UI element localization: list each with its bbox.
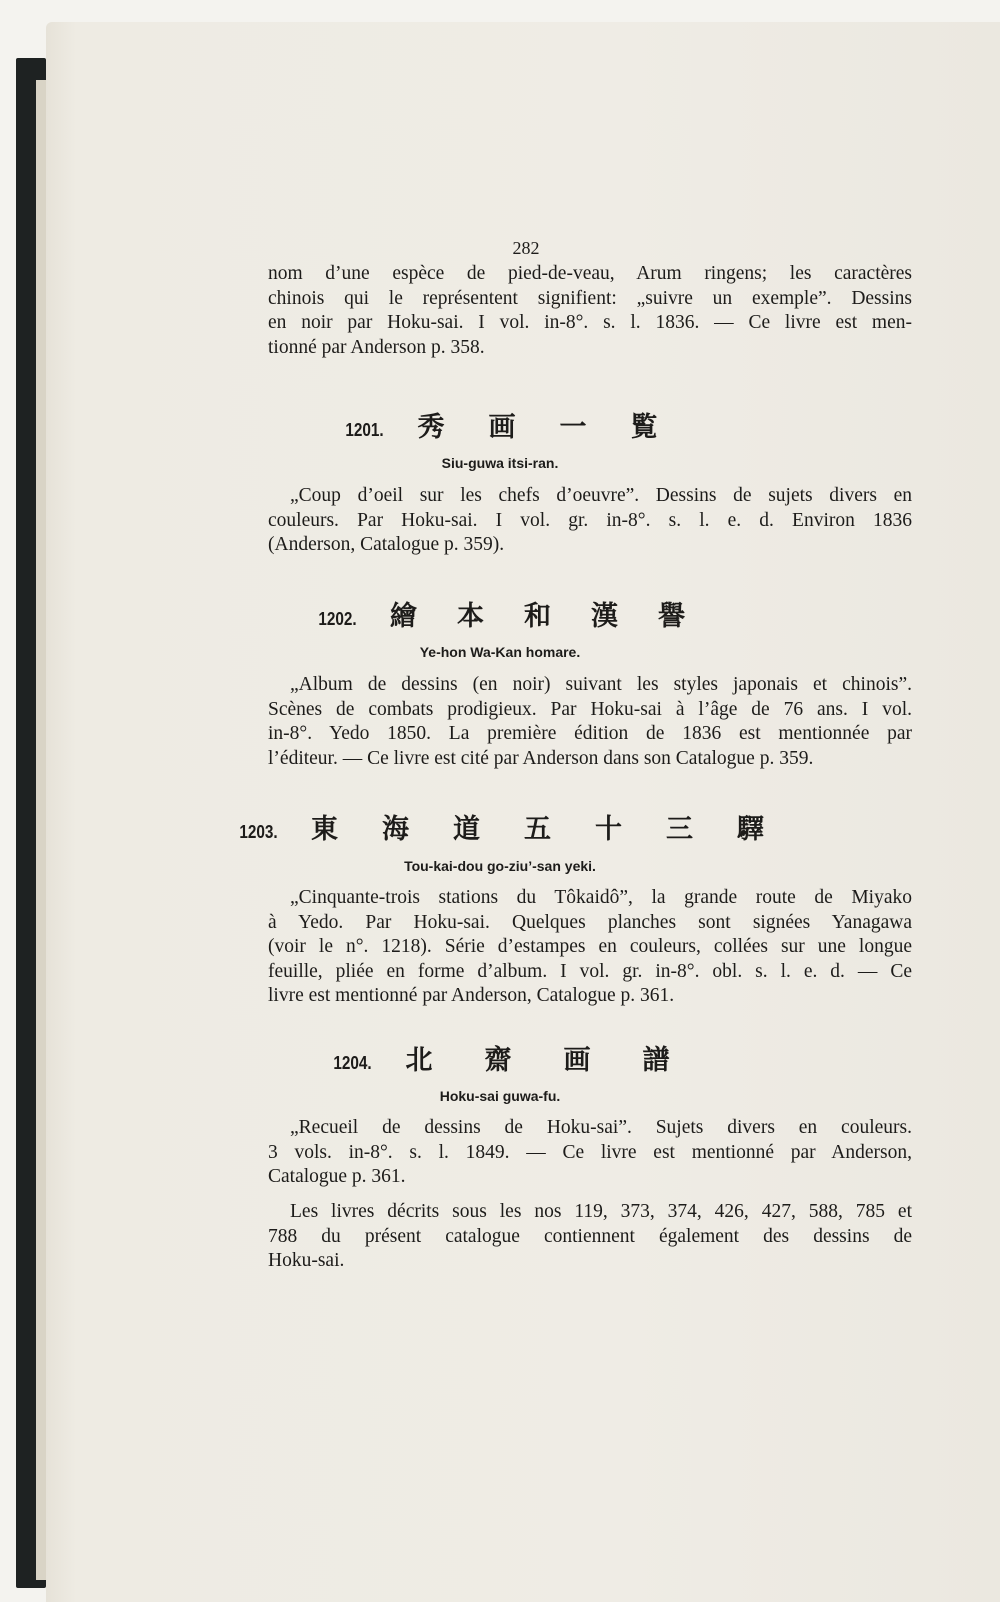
text-line: Catalogue p. 361. [268, 1166, 406, 1188]
entry-heading [0, 1038, 1000, 1077]
entry-heading [0, 807, 1000, 846]
paragraph [268, 886, 912, 1009]
kanji-character: 画 [563, 1045, 591, 1076]
kanji-character: 三 [666, 814, 694, 845]
entry-number: 1201. [345, 420, 385, 440]
kanji-character: 画 [488, 412, 516, 443]
entry-number: 1204. [333, 1053, 373, 1073]
text-line: „Recueil de dessins de Hoku-sai”. Sujets divers en couleurs. [290, 1117, 912, 1138]
paragraph [268, 673, 912, 771]
text-line: (voir le n°. 1218). Série d’estampes en couleurs, collées sur une longue [268, 936, 912, 958]
kanji-character: 齋 [484, 1045, 512, 1076]
text-line: couleurs. Par Hoku-sai. I vol. gr. in-8°. s. l. e. d. Environ 1836 [268, 509, 912, 531]
text-line: tionné par Anderson p. 358. [268, 336, 485, 358]
text-line: 3 vols. in-8°. s. l. 1849. — Ce livre est mentionné par Anderson, [268, 1141, 912, 1163]
text-line: (Anderson, Catalogue p. 359). [268, 534, 505, 556]
text-line: livre est mentionné par Anderson, Catalogue p. 361. [268, 985, 675, 1007]
paragraph [268, 262, 912, 360]
kanji-character: 一 [559, 412, 587, 443]
kanji-character: 東 [311, 814, 339, 845]
text-line: en noir par Hoku-sai. I vol. in-8°. s. l. 1836. — Ce livre est men- [268, 312, 912, 334]
kanji-character: 譽 [658, 601, 686, 632]
kanji-character: 秀 [417, 412, 445, 443]
text-line: „Album de dessins (en noir) suivant les styles japonais et chinois”. [290, 674, 912, 695]
page-number: 282 [512, 238, 540, 258]
kanji-character: 北 [405, 1045, 433, 1076]
text-line: Les livres décrits sous les nos 119, 373, 374, 426, 427, 588, 785 et [290, 1201, 912, 1222]
kanji-character: 道 [453, 814, 481, 845]
paragraph [268, 484, 912, 558]
entry-heading [0, 594, 1000, 633]
kanji-character: 十 [595, 814, 623, 845]
text-line: à Yedo. Par Hoku-sai. Quelques planches sont signées Yanagawa [268, 911, 912, 933]
text-line: nom d’une espèce de pied-de-veau, Arum ringens; les caractères [268, 263, 912, 284]
kanji-character: 繪 [390, 601, 418, 632]
kanji-character: 覧 [630, 412, 658, 443]
paragraph [268, 1116, 912, 1190]
text-line: in-8°. Yedo 1850. La première édition de 1836 est mentionnée par [268, 723, 912, 745]
paragraph [268, 1200, 912, 1274]
kanji-character: 海 [382, 814, 410, 845]
entry-heading [0, 405, 1000, 444]
entry-number: 1202. [318, 609, 357, 629]
text-line: „Coup d’oeil sur les chefs d’oeuvre”. Dessins de sujets divers en [290, 485, 912, 506]
text-line: Scènes de combats prodigieux. Par Hoku-sai à l’âge de 76 ans. I vol. [268, 698, 912, 720]
kanji-character: 五 [524, 814, 552, 845]
kanji-character: 本 [457, 601, 485, 632]
text-line: Hoku-sai. [268, 1250, 345, 1272]
text-line: l’éditeur. — Ce livre est cité par Anderson dans son Catalogue p. 359. [268, 747, 814, 769]
kanji-character: 驛 [737, 814, 765, 845]
kanji-character: 譜 [642, 1045, 670, 1076]
text-line: „Cinquante-trois stations du Tôkaidô”, la grande route de Miyako [290, 887, 912, 908]
entry-romanization: Ye-hon Wa-Kan homare. [419, 644, 581, 660]
entry-romanization: Siu-guwa itsi-ran. [441, 455, 559, 471]
text-line: feuille, pliée en forme d’album. I vol. gr. in-8°. obl. s. l. e. d. — Ce [268, 960, 912, 982]
kanji-character: 漢 [591, 601, 619, 632]
kanji-character: 和 [524, 601, 552, 632]
entry-romanization: Hoku-sai guwa-fu. [439, 1088, 561, 1104]
entry-number: 1203. [239, 822, 278, 842]
text-line: chinois qui le représentent signifient: „suivre un exemple”. Dessins [268, 287, 912, 309]
text-line: 788 du présent catalogue contiennent également des dessins de [268, 1225, 912, 1247]
entry-romanization: Tou-kai-dou go-ziu’-san yeki. [404, 858, 596, 874]
